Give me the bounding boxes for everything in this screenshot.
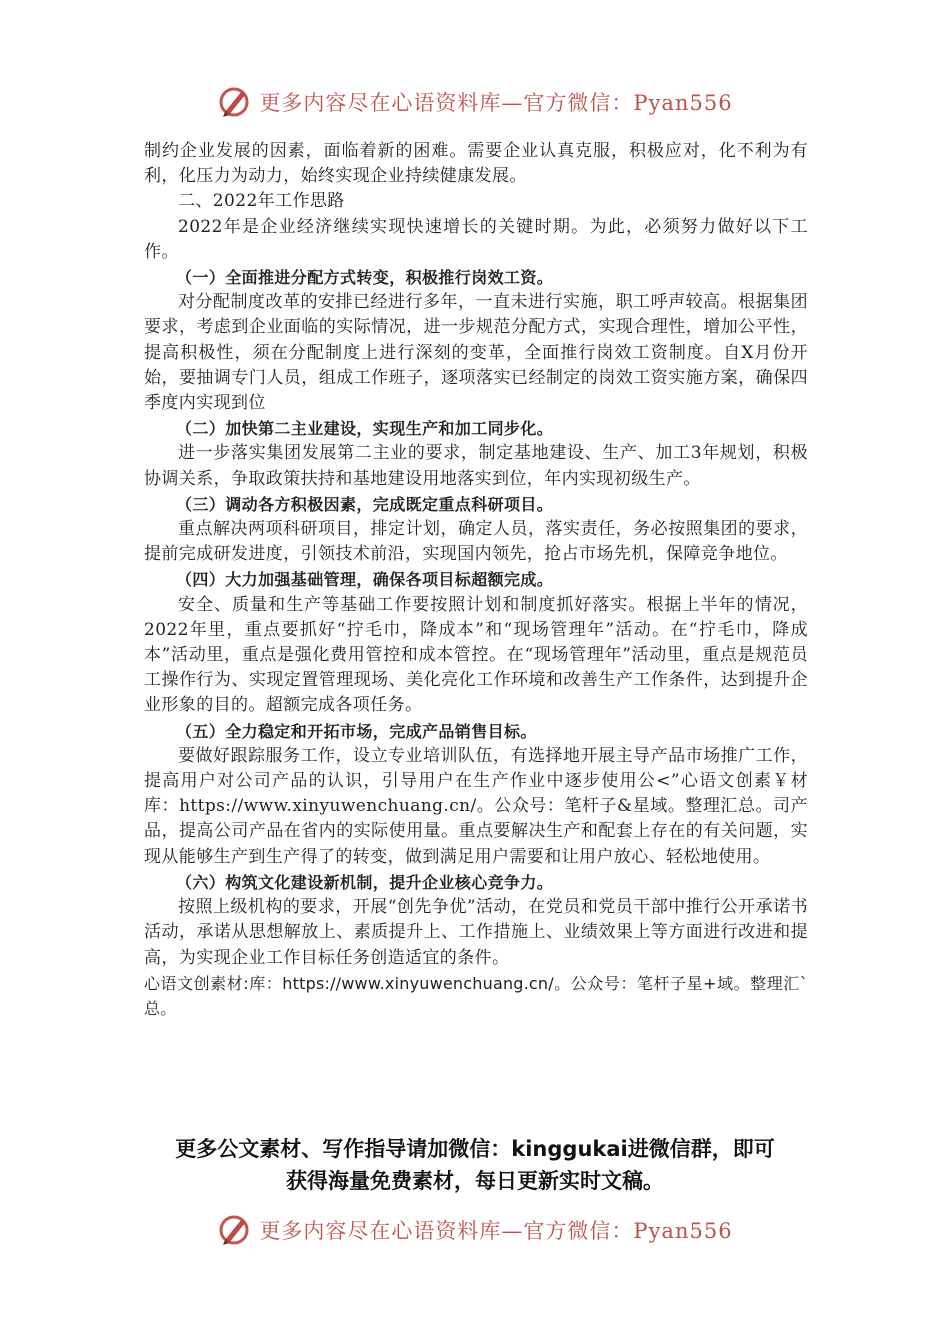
paragraph-6: 按照上级机构的要求，开展“创先争优”活动，在党员和党员干部中推行公开承诺书活动，承诺从思想解放上、素质提升上、工作措施上、业绩效果上等方面进行改进和提高，为实现企业工作目标任务创造适宜的条件。	[144, 897, 808, 968]
closing-line-2: 获得海量免费素材，每日更新实时文稿。	[286, 1169, 664, 1193]
source-note: 心语文创素材:库：https://www.xinyuwenchuang.cn/。公众号：笔杆子星+域。整理汇`总。	[144, 973, 808, 1018]
banner-text: 更多内容尽在心语资料库—官方微信：Pyan556	[259, 91, 733, 115]
paragraph-5: 要做好跟踪服务工作，设立专业培训队伍，有选择地开展主导产品市场推广工作，提高用户对公司产品的认识，引导用户在生产作业中逐步使用公<”心语文创素￥材库：https://www.xinyuwenchuang.cn/。公众号：笔杆子&星域。整理汇总。司产品，提高公司产品在省内的实际使用量。重点要解决生产和配套上存在的有关问题，实现从能够生产到生产得了的转变，做到满足用户需要和让用户放心、轻松地使用。	[144, 745, 808, 867]
closing-line-1: 更多公文素材、写作指导请加微信：kinggukai进微信群，即可	[175, 1137, 775, 1161]
subheading-2: （二）加快第二主业建设，实现生产和加工同步化。	[176, 419, 554, 439]
subheading-1: （一）全面推进分配方式转变，积极推行岗效工资。	[176, 268, 554, 288]
section-heading: 二、2022年工作思路	[178, 191, 345, 212]
footer-banner	[0, 1208, 950, 1252]
paragraph-2: 进一步落实集团发展第二主业的要求，制定基地建设、生产、加工3年规划，积极协调关系，争取政策扶持和基地建设用地落实到位，年内实现初级生产。	[144, 443, 808, 489]
subheading-5: （五）全力稳定和开拓市场，完成产品销售目标。	[176, 721, 537, 741]
body-text	[144, 139, 808, 1021]
subheading-4: （四）大力加强基础管理，确保各项目标超额完成。	[176, 570, 554, 590]
subheading-3: （三）调动各方积极因素，完成既定重点科研项目。	[176, 494, 554, 514]
header-banner	[0, 80, 950, 124]
subheading-6: （六）构筑文化建设新机制，提升企业核心竞争力。	[176, 872, 554, 892]
pen-circle-logo-icon	[217, 84, 253, 120]
paragraph-4: 安全、质量和生产等基础工作要按照计划和制度抓好落实。根据上半年的情况，2022年里，重点要抓好“拧毛巾，降成本”和“现场管理年”活动。在“拧毛巾，降成本”活动里，重点是强化费用管控和成本管控。在“现场管理年”活动里，重点是规范员工操作行为、实现定置管理现场、美化亮化工作环境和改善生产工作条件，达到提升企业形象的目的。超额完成各项任务。	[144, 594, 808, 716]
paragraph-intro: 制约企业发展的因素，面临着新的困难。需要企业认真克服，积极应对，化不利为有利，化压力为动力，始终实现企业持续健康发展。	[144, 141, 808, 187]
pen-circle-logo-icon	[217, 1212, 253, 1248]
closing-notice	[120, 1133, 830, 1197]
paragraph-3: 重点解决两项科研项目，排定计划，确定人员，落实责任，务必按照集团的要求，提前完成研发进度，引领技术前沿，实现国内领先，抢占市场先机，保障竞争地位。	[144, 519, 808, 565]
banner-text: 更多内容尽在心语资料库—官方微信：Pyan556	[259, 1219, 733, 1243]
paragraph-section-intro: 2022年是企业经济继续实现快速增长的关键时期。为此，必须努力做好以下工作。	[144, 216, 808, 262]
paragraph-1: 对分配制度改革的安排已经进行多年，一直未进行实施，职工呼声较高。根据集团要求，考虑到企业面临的实际情况，进一步规范分配方式，实现合理性，增加公平性，提高积极性，须在分配制度上进行深刻的变革，全面推行岗效工资制度。自X月份开始，要抽调专门人员，组成工作班子，逐项落实已经制定的岗效工资实施方案，确保四季度内实现到位	[144, 292, 808, 414]
